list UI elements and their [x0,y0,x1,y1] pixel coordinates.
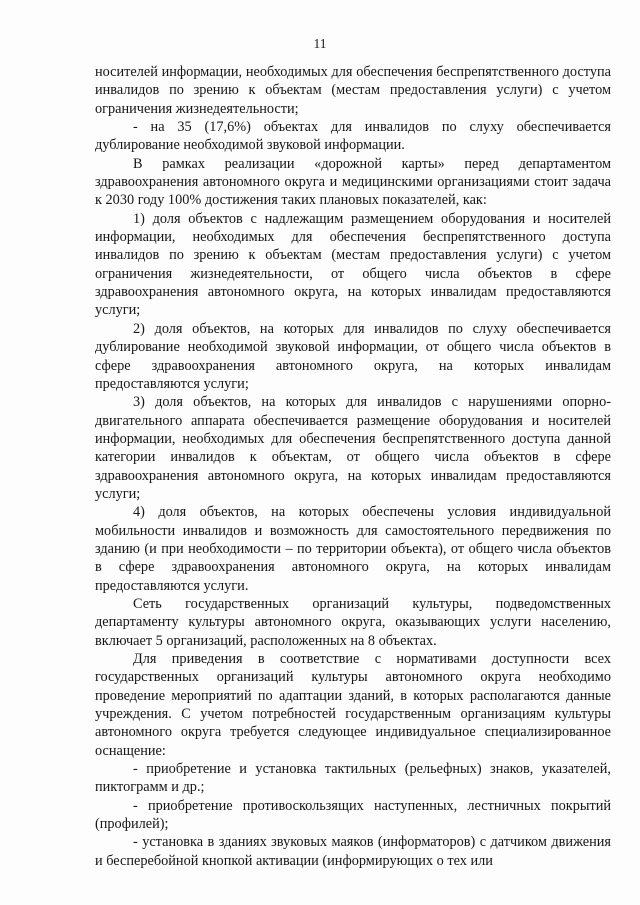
list-item-hearing: - на 35 (17,6%) объектах для инвалидов по слуху обеспечивается дублирование необходимой звуковой информации. [95,119,611,154]
paragraph-culture-network: Сеть государственных организаций культуры, подведомственных департаменту культуры автономного округа, оказывающих услуги населению, включает 5 организаций, расположенных на 8 объектах. [95,595,611,649]
target-indicator-4: 4) доля объектов, на которых обеспечены условия индивидуальной мобильности инвалидов и возможность для самостоятельного передвижения по зданию (и при необходимости – по территории объекта), от общего числа объектов в сфере здравоохранения автономного округа, на которых инвалидам предоставляются услуги. [95,504,611,594]
document-body [95,63,611,870]
paragraph-roadmap: В рамках реализации «дорожной карты» перед департаментом здравоохранения автономного округа и медицинскими организациями стоит задача к 2030 году 100% достижения таких плановых показателей, как: [95,155,611,209]
target-indicator-3: 3) доля объектов, на которых для инвалидов с нарушениями опорно-двигательного аппарата обеспечивается размещение оборудования и носителей информации, необходимых для обеспечения беспрепятственного доступа данной категории инвалидов к объектам, от общего числа объектов в сфере здравоохранения автономного округа, на которых инвалидам предоставляются услуги; [95,394,611,502]
equipment-item-anti-slip: - приобретение противоскользящих наступенных, лестничных покрытий (профилей); [95,797,611,833]
paragraph-culture-adaptation: Для приведения в соответствие с нормативами доступности всех государственных организаций культуры автономного округа необходимо проведение мероприятий по адаптации зданий, в которых располагаются данные учреждения. С учетом потребностей государственным организациям культуры автономного округа требуется следующее индивидуальное специализированное оснащение: [95,651,611,759]
equipment-item-tactile-signs: - приобретение и установка тактильных (рельефных) знаков, указателей, пиктограмм и др.; [95,761,611,796]
paragraph-continuation: носителей информации, необходимых для обеспечения беспрепятственного доступа инвалидов по зрению к объектам (местам предоставления услуги) с учетом ограничения жизнедеятельности; [95,64,611,117]
target-indicator-1: 1) доля объектов с надлежащим размещением оборудования и носителей информации, необходимых для обеспечения беспрепятственного доступа инвалидов по зрению к объектам (местам предоставления услуги) с учетом ограничения жизнедеятельности, от общего числа объектов в сфере здравоохранения автономного округа, на которых инвалидам предоставляются услуги; [95,210,611,319]
equipment-item-sound-beacons: - установка в зданиях звуковых маяков (информаторов) с датчиком движения и бесперебойной кнопкой активации (информирующих о тех или [95,834,611,869]
target-indicator-2: 2) доля объектов, на которых для инвалидов по слуху обеспечивается дублирование необходимой звуковой информации, от общего числа объектов в сфере здравоохранения автономного округа, на которых инвалидам предоставляются услуги; [95,320,611,392]
page-number: 11 [313,36,327,51]
